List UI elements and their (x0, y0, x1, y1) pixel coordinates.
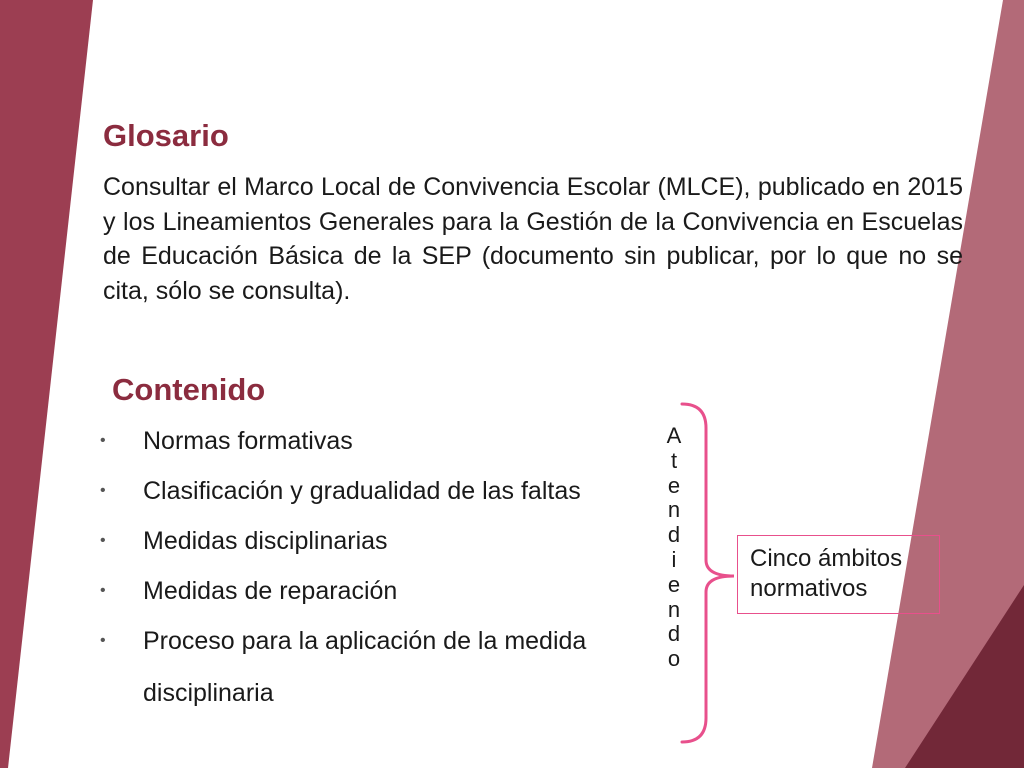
list-item: • Medidas de reparación (100, 577, 398, 605)
list-item: • Medidas disciplinarias (100, 527, 388, 555)
vertical-letter: d (667, 522, 681, 548)
glosario-paragraph: Consultar el Marco Local de Convivencia Escolar (MLCE), publicado en 2015 y los Lineamientos Generales para la Gestión de la Convivencia en Escuelas de Educación Básica de la SEP (documento sin publicar, por lo que no se cita, sólo se consulta). (103, 173, 963, 305)
contenido-heading: Contenido (112, 372, 266, 407)
bullet-icon: • (100, 432, 106, 449)
curly-brace-icon (680, 398, 744, 748)
glosario-heading: Glosario (103, 118, 229, 153)
bullet-icon: • (100, 532, 106, 549)
bullet-icon: • (100, 632, 106, 649)
list-item: • Clasificación y gradualidad de las faltas (100, 477, 581, 505)
list-item: • Proceso para la aplicación de la medida disciplinaria (100, 615, 645, 719)
vertical-letter: d (667, 621, 681, 647)
vertical-letter: e (667, 472, 681, 498)
bullet-icon: • (100, 582, 106, 599)
summary-box: Cinco ámbitos normativos (737, 535, 940, 614)
vertical-letter: n (667, 497, 681, 523)
bullet-icon: • (100, 482, 106, 499)
vertical-letter: i (671, 546, 677, 572)
contenido-list (100, 425, 645, 737)
list-item: • Normas formativas (100, 427, 353, 455)
vertical-letter: o (667, 646, 681, 672)
vertical-letter: e (667, 571, 681, 597)
vertical-letter: t (670, 447, 678, 473)
left-red-panel (0, 0, 93, 768)
vertical-letter: A (666, 423, 682, 448)
vertical-letter: n (667, 596, 681, 622)
